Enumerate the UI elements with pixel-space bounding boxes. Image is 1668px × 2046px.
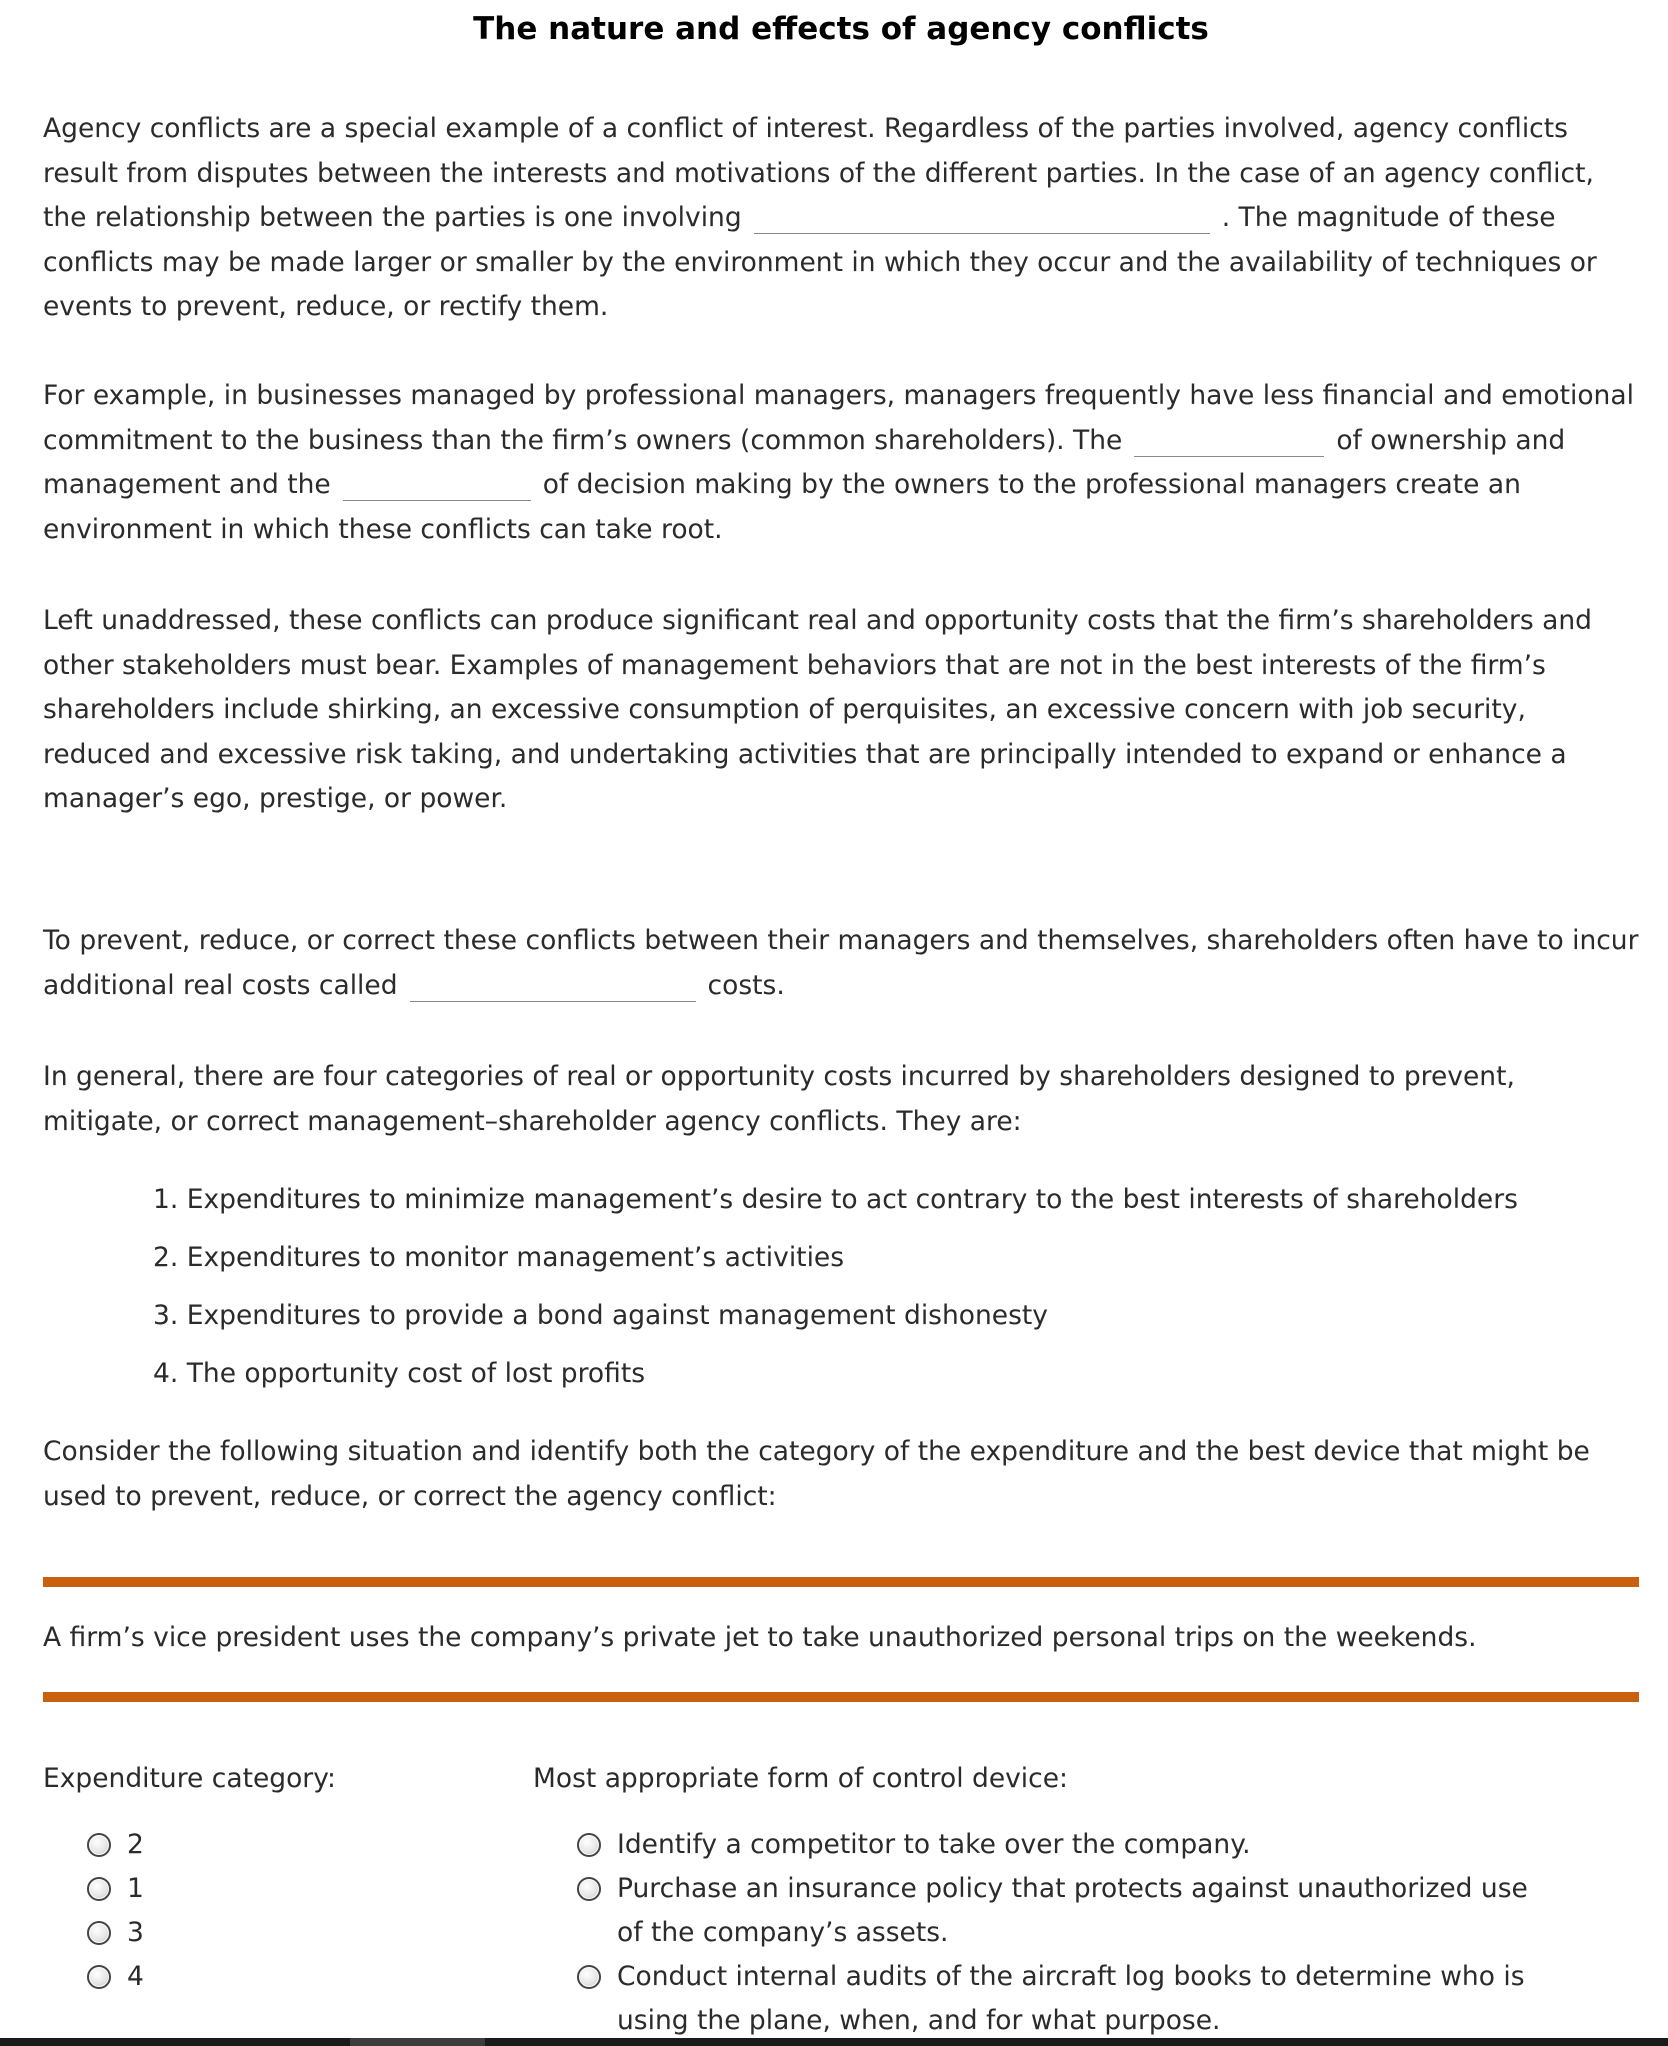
agency-costs-text-after: costs.	[707, 969, 785, 1001]
agency-costs-blank-dropdown[interactable]	[410, 975, 696, 1002]
control-option-label: Conduct internal audits of the aircraft log books to determine who is using the plane, when, and for what purpose.	[617, 1961, 1525, 2036]
radio-button[interactable]	[577, 1965, 601, 1989]
category-item-4: 4. The opportunity cost of lost profits	[153, 1358, 646, 1389]
radio-button[interactable]	[577, 1833, 601, 1857]
control-option-internal-audits[interactable]	[577, 1955, 1577, 2043]
expenditure-option-label: 3	[127, 1917, 144, 1948]
scenario-top-divider	[43, 1577, 1639, 1587]
intro-text-before: Agency conflicts are a special example of a conflict of interest. Regardless of the parties involved, agency conflicts result from disputes between the interests and motivations of the different parties. In the case of an agency conflict, the relationship between the parties is one involving	[43, 113, 1594, 234]
agency-costs-text-before: To prevent, reduce, or correct these conflicts between their managers and themselves, shareholders often have to incur additional real costs called	[43, 925, 1639, 1001]
example-paragraph	[43, 374, 1639, 552]
expenditure-option-4[interactable]	[87, 1955, 144, 1999]
control-device-label: Most appropriate form of control device:	[533, 1763, 1068, 1794]
radio-button[interactable]	[87, 1965, 111, 1989]
radio-button[interactable]	[87, 1921, 111, 1945]
control-option-label: Purchase an insurance policy that protects against unauthorized use of the company’s assets.	[617, 1873, 1528, 1948]
expenditure-option-1[interactable]	[87, 1867, 144, 1911]
example-text-part2: of ownership and management and the	[43, 424, 1566, 501]
expenditure-option-label: 2	[127, 1829, 144, 1860]
expenditure-option-2[interactable]	[87, 1823, 144, 1867]
category-item-3: 3. Expenditures to provide a bond against management dishonesty	[153, 1300, 1048, 1331]
relationship-blank-dropdown[interactable]	[754, 207, 1210, 234]
categories-list	[153, 1178, 1518, 1410]
intro-paragraph	[43, 107, 1639, 330]
intro-text-after: . The magnitude of these conflicts may be made larger or smaller by the environment in which they occur and the availability of techniques or events to prevent, reduce, or rectify them.	[43, 202, 1597, 323]
horizontal-scrollbar[interactable]	[0, 2038, 1668, 2046]
category-item-2: 2. Expenditures to monitor management’s activities	[153, 1242, 845, 1273]
scenario-bottom-divider	[43, 1692, 1639, 1702]
expenditure-option-label: 4	[127, 1961, 144, 1992]
control-option-label: Identify a competitor to take over the company.	[617, 1829, 1251, 1860]
expenditure-category-label: Expenditure category:	[43, 1763, 336, 1794]
categories-intro-paragraph: In general, there are four categories of real or opportunity costs incurred by shareholders designed to prevent, mitigate, or correct management–shareholder agency conflicts. They are:	[43, 1061, 1515, 1137]
costs-paragraph: Left unaddressed, these conflicts can produce significant real and opportunity costs that the firm’s shareholders and other stakeholders must bear. Examples of management behaviors that are not in the best interests of the firm’s shareholders include shirking, an excessive consumption of perquisites, an excessive concern with job security, reduced and excessive risk taking, and undertaking activities that are principally intended to expand or enhance a manager’s ego, prestige, or power.	[43, 605, 1592, 815]
control-option-insurance-policy[interactable]	[577, 1867, 1537, 1955]
category-item-1: 1. Expenditures to minimize management’s desire to act contrary to the best interests of shareholders	[153, 1184, 1518, 1215]
radio-button[interactable]	[87, 1833, 111, 1857]
expenditure-option-3[interactable]	[87, 1911, 144, 1955]
expenditure-option-label: 1	[127, 1873, 144, 1904]
instructions-paragraph: Consider the following situation and identify both the category of the expenditure and the best device that might be used to prevent, reduce, or correct the agency conflict:	[43, 1436, 1590, 1512]
example-text-part1: For example, in businesses managed by professional managers, managers frequently have less financial and emotional commitment to the business than the firm’s owners (common shareholders). The	[43, 380, 1634, 456]
scenario-text: A firm’s vice president uses the company’s private jet to take unauthorized personal trips on the weekends.	[43, 1622, 1477, 1653]
agency-costs-paragraph	[43, 919, 1639, 1008]
example-text-part3: of decision making by the owners to the professional managers create an environment in which these conflicts can take root.	[43, 469, 1521, 545]
delegation-blank-dropdown[interactable]	[343, 474, 531, 501]
separation-blank-dropdown[interactable]	[1134, 430, 1324, 457]
scrollbar-thumb[interactable]	[350, 2038, 485, 2046]
radio-button[interactable]	[577, 1877, 601, 1901]
control-option-competitor-takeover[interactable]	[577, 1823, 1577, 1867]
page-title: The nature and effects of agency conflicts	[473, 11, 1209, 47]
radio-button[interactable]	[87, 1877, 111, 1901]
